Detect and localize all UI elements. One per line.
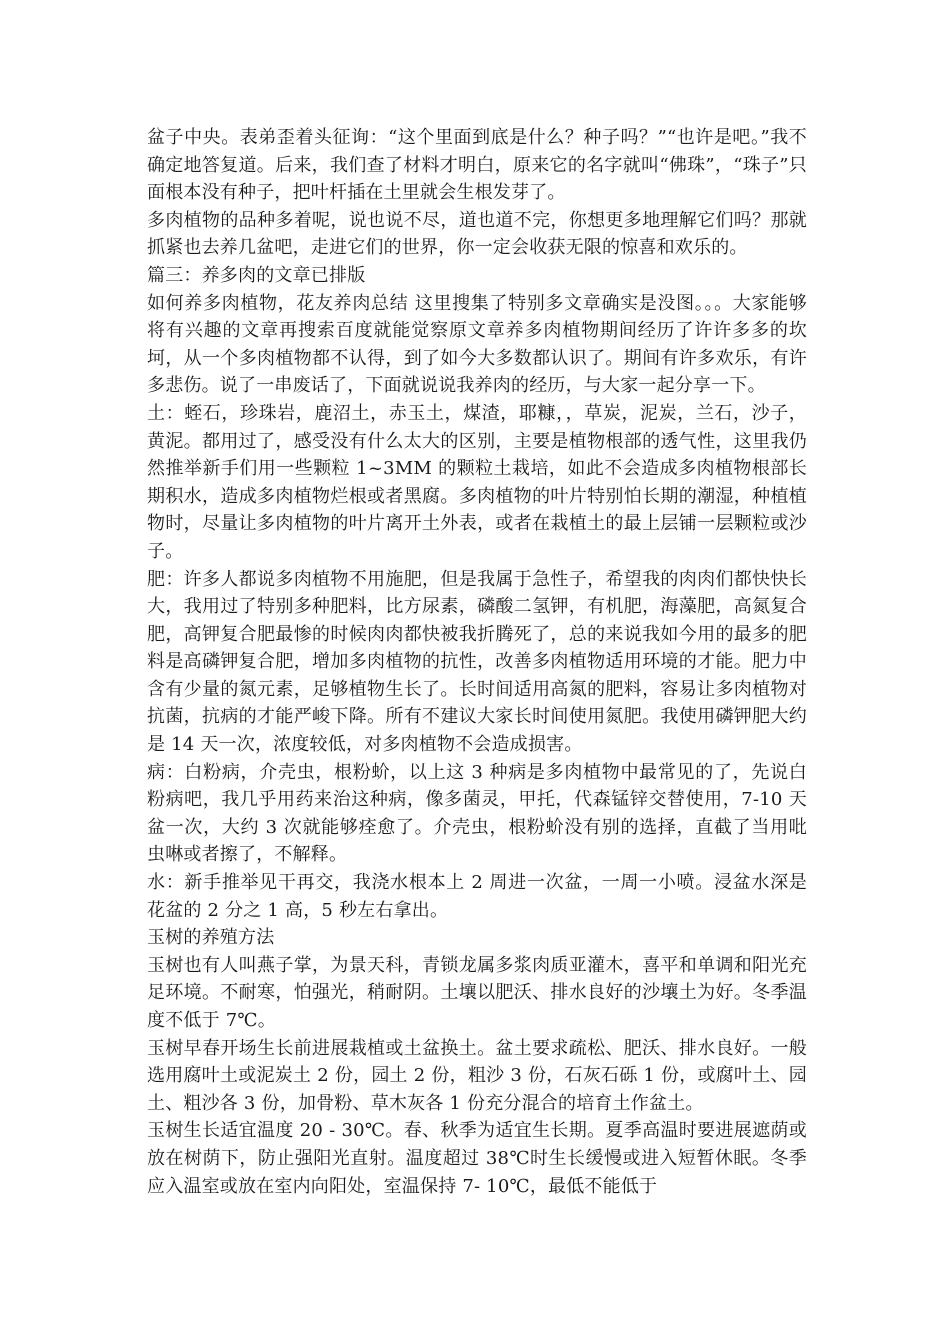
paragraph-soil: 土：蛭石，珍珠岩，鹿沼土，赤玉土，煤渣，耶糠，，草炭，泥炭，兰石，沙子，黄泥。都用过了，感受没有什么太大的区别，主要是植物根部的透气性，这里我仍然推举新手们用一些颗粒 1~3MM 的颗粒土栽培，如此不会造成多肉植物根部长期积水，造成多肉植物烂根或者黑腐。多肉植物的叶片特别怕长期的潮湿，种植植物时，尽量让多肉植物的叶片离开土外表，或者在栽植土的最上层铺一层颗粒或沙子。 [147, 402, 807, 562]
paragraph-jade-intro: 玉树也有人叫燕子掌，为景天科，青锁龙属多浆肉质亚灌木，喜平和单调和阳光充足环境。不耐寒，怕强光，稍耐阴。土壤以肥沃、排水良好的沙壤土为好。冬季温度不低于 7℃。 [147, 954, 807, 1031]
paragraph-jade-soil: 玉树早春开场生长前进展栽植或土盆换土。盆土要求疏松、肥沃、排水良好。一般选用腐叶土或泥炭土 2 份，园土 2 份，粗沙 3 份，石灰石砾 1 份，或腐叶土、园土、粗沙各 3 份，加骨粉、草木灰各 1 份充分混合的培育土作盆土。 [147, 1037, 807, 1114]
paragraph-closing: 多肉植物的品种多着呢，说也说不尽，道也道不完，你想更多地理解它们吗？那就抓紧也去养几盆吧，走进它们的世界，你一定会收获无限的惊喜和欢乐的。 [147, 209, 807, 259]
paragraph-intro-end: 盆子中央。表弟歪着头征询：“这个里面到底是什么？种子吗？”“也许是吧。”我不确定地答复道。后来，我们查了材料才明白，原来它的名字就叫“佛珠”，“珠子”只面根本没有种子，把叶杆插在土里就会生根发芽了。 [147, 127, 807, 204]
document-page [147, 124, 807, 1200]
paragraph-fertilizer: 肥：许多人都说多肉植物不用施肥，但是我属于急性子，希望我的肉肉们都快快长大，我用过了特别多种肥料，比方尿素，磷酸二氢钾，有机肥，海藻肥，高氮复合肥，高钾复合肥最惨的时候肉肉都快被我折腾死了，总的来说我如今用的最多的肥料是高磷钾复合肥，增加多肉植物的抗性，改善多肉植物适用环境的才能。肥力中含有少量的氮元素，足够植物生长了。长时间适用高氮的肥料，容易让多肉植物对抗菌，抗病的才能严峻下降。所有不建议大家长时间使用氮肥。我使用磷钾肥大约是 14 天一次，浓度较低，对多肉植物不会造成损害。 [147, 568, 807, 756]
paragraph-water: 水：新手推举见干再交，我浇水根本上 2 周进一次盆，一周一小喷。浸盆水深是花盆的 2 分之 1 高，5 秒左右拿出。 [147, 872, 807, 921]
paragraph-disease: 病：白粉病，介壳虫，根粉蚧，以上这 3 种病是多肉植物中最常见的了，先说白粉病吧，我几乎用药来治这种病，像多菌灵，甲托，代森锰锌交替使用，7-10 天盆一次，大约 3 次就能够痊愈了。介壳虫，根粉蚧没有别的选择，直截了当用吡虫啉或者擦了，不解释。 [147, 761, 807, 866]
paragraph-how-to-grow: 如何养多肉植物，花友养肉总结 这里搜集了特别多文章确实是没图。。。大家能够将有兴趣的文章再搜索百度就能觉察原文章养多肉植物期间经历了许许多多的坎坷，从一个多肉植物都不认得，到了如今大多数都认识了。期间有许多欢乐，有许多悲伤。说了一串废话了，下面就说说我养肉的经历，与大家一起分享一下。 [147, 292, 807, 397]
section-heading-part-three: 篇三：养多肉的文章已排版 [147, 264, 366, 286]
paragraph-jade-temperature: 玉树生长适宜温度 20 - 30℃。春、秋季为适宜生长期。夏季高温时要进展遮荫或放在树荫下，防止强阳光直射。温度超过 38℃时生长缓慢或进入短暂休眠。冬季应入温室或放在室内向阳处，室温保持 7- 10℃，最低不能低于 [147, 1120, 807, 1197]
section-heading-jade-tree: 玉树的养殖方法 [147, 927, 275, 949]
